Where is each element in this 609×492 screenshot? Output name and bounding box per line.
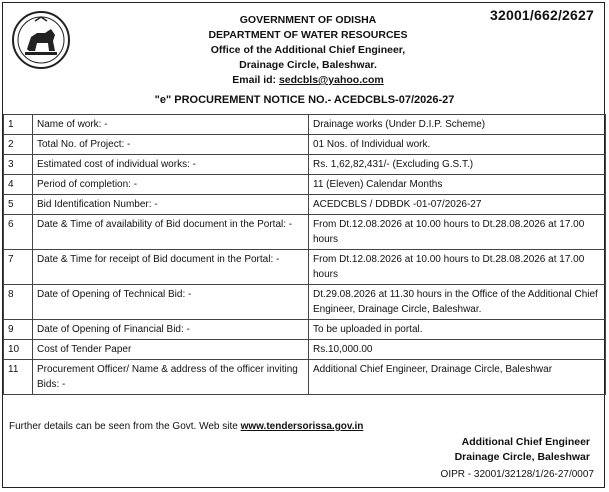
- website-link[interactable]: www.tendersorissa.gov.in: [240, 421, 364, 432]
- reference-number: 32001/662/2627: [489, 7, 594, 23]
- header-government: GOVERNMENT OF ODISHA: [239, 14, 377, 26]
- table-row: [4, 195, 606, 215]
- cell-item: Procurement Officer/ Name & address of the officer inviting Bids: -: [33, 360, 309, 395]
- email-link[interactable]: sedcbls@yahoo.com: [278, 74, 384, 86]
- cell-value: Dt.29.08.2026 at 11.30 hours in the Office of the Additional Chief Engineer, Drainage Circle, Baleshwar.: [309, 285, 606, 320]
- cell-item: Total No. of Project: -: [33, 135, 309, 155]
- cell-item: Date & Time for receipt of Bid document in the Portal: -: [33, 250, 309, 285]
- office-header: [143, 13, 473, 88]
- table-row: [4, 250, 606, 285]
- table-row: [4, 320, 606, 340]
- header-department: DEPARTMENT OF WATER RESOURCES: [208, 29, 408, 41]
- cell-value: From Dt.12.08.2026 at 10.00 hours to Dt.28.08.2026 at 17.00 hours: [309, 215, 606, 250]
- cell-sl: 10: [4, 340, 33, 360]
- cell-value: Additional Chief Engineer, Drainage Circle, Baleshwar: [309, 360, 606, 395]
- header-email: [143, 73, 473, 88]
- cell-sl: 5: [4, 195, 33, 215]
- table-row: [4, 135, 606, 155]
- cell-value: Drainage works (Under D.I.P. Scheme): [309, 115, 606, 135]
- table-row: [4, 115, 606, 135]
- notice-frame: [2, 2, 605, 488]
- cell-value: 11 (Eleven) Calendar Months: [309, 175, 606, 195]
- table-row: [4, 340, 606, 360]
- cell-value: To be uploaded in portal.: [309, 320, 606, 340]
- signature-title: Additional Chief Engineer: [461, 436, 590, 448]
- cell-value: ACEDCBLS / DDBDK -01-07/2026-27: [309, 195, 606, 215]
- cell-sl: 6: [4, 215, 33, 250]
- footer-note: [9, 421, 363, 432]
- odisha-emblem-icon: [11, 9, 71, 71]
- cell-item: Bid Identification Number: -: [33, 195, 309, 215]
- table-row: [4, 155, 606, 175]
- cell-value: Rs.10,000.00: [309, 340, 606, 360]
- cell-sl: 8: [4, 285, 33, 320]
- cell-value: From Dt.12.08.2026 at 10.00 hours to Dt.28.08.2026 at 17.00 hours: [309, 250, 606, 285]
- table-row: [4, 360, 606, 395]
- cell-sl: 9: [4, 320, 33, 340]
- cell-item: Date of Opening of Technical Bid: -: [33, 285, 309, 320]
- cell-sl: 2: [4, 135, 33, 155]
- table-row: [4, 285, 606, 320]
- header-circle: Drainage Circle, Baleshwar.: [239, 59, 377, 71]
- cell-sl: 4: [4, 175, 33, 195]
- signature-office: Drainage Circle, Baleshwar: [454, 451, 590, 463]
- cell-sl: 7: [4, 250, 33, 285]
- tender-details-table: [3, 114, 606, 395]
- cell-item: Cost of Tender Paper: [33, 340, 309, 360]
- cell-item: Estimated cost of individual works: -: [33, 155, 309, 175]
- cell-item: Date & Time of availability of Bid document in the Portal: -: [33, 215, 309, 250]
- table-row: [4, 215, 606, 250]
- cell-value: Rs. 1,62,82,431/- (Excluding G.S.T.): [309, 155, 606, 175]
- notice-title: "e" PROCUREMENT NOTICE NO.- ACEDCBLS-07/2026-27: [154, 94, 455, 106]
- oipr-number: OIPR - 32001/32128/1/26-27/0007: [440, 469, 594, 480]
- cell-sl: 1: [4, 115, 33, 135]
- footer-text: Further details can be seen from the Govt. Web site: [9, 421, 241, 432]
- signature-block: [455, 435, 590, 465]
- cell-sl: 11: [4, 360, 33, 395]
- cell-item: Name of work: -: [33, 115, 309, 135]
- cell-value: 01 Nos. of Individual work.: [309, 135, 606, 155]
- cell-item: Date of Opening of Financial Bid: -: [33, 320, 309, 340]
- email-label: Email id:: [232, 74, 279, 86]
- header-office: Office of the Additional Chief Engineer,: [210, 44, 406, 56]
- cell-sl: 3: [4, 155, 33, 175]
- table-row: [4, 175, 606, 195]
- cell-item: Period of completion: -: [33, 175, 309, 195]
